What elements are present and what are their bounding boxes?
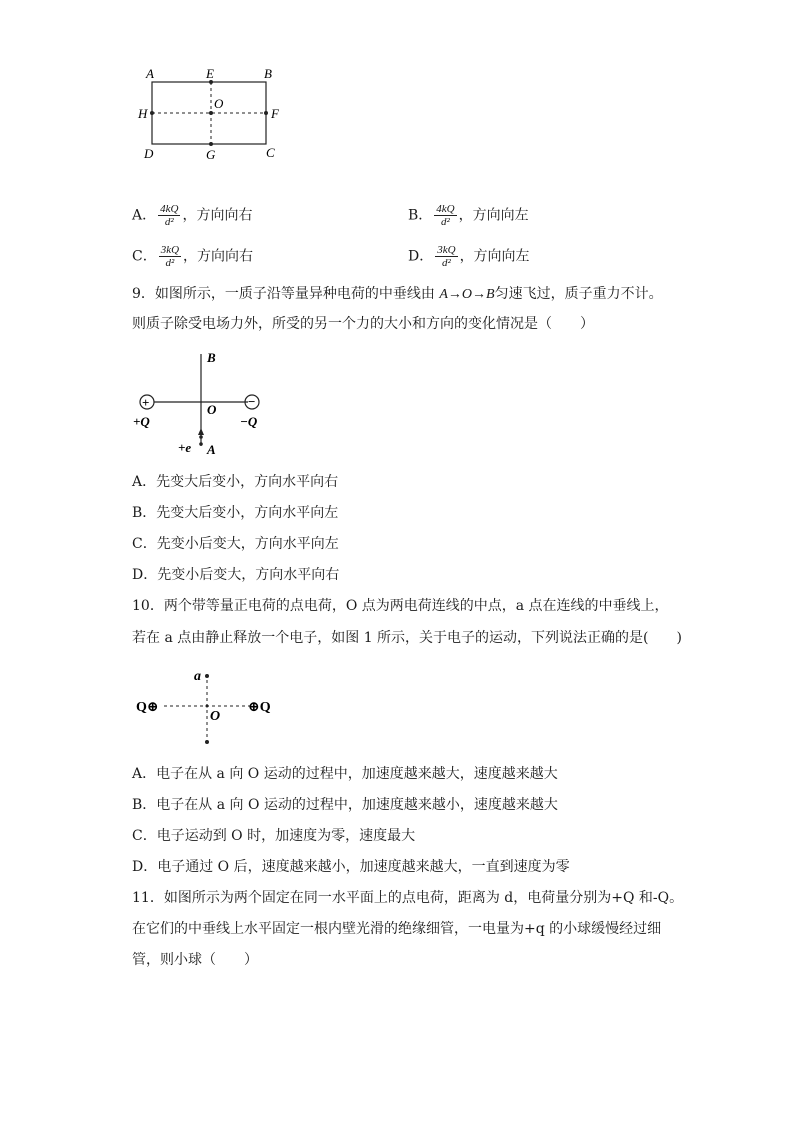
label-E: E <box>206 66 214 81</box>
q10-stem-line1: 10．两个带等量正电荷的点电荷，O 点为两电荷连线的中点，a 点在连线的中垂线上， <box>132 598 669 614</box>
label-O: O <box>214 96 224 111</box>
label-neg-Q: −Q <box>240 414 258 429</box>
label-O: O <box>210 709 221 724</box>
q11-stem-line1: 11．如图所示为两个固定在同一水平面上的点电荷，距离为 d，电荷量分别为+Q 和-Q。 <box>132 890 684 906</box>
q8-option-d[interactable]: D． $\frac{3kQ}{\text{d²}}$ ，方向向左 <box>408 244 530 269</box>
q9-option-b[interactable]: B．先变大后变小，方向水平向左 <box>132 505 339 521</box>
q9-stem-line2: 则质子除受电场力外，所受的另一个力的大小和方向的变化情况是（ ） <box>132 316 594 332</box>
q8-option-a[interactable]: A． $\frac{4kQ}{\text{d²}}$ ，方向向右 <box>132 203 253 228</box>
q11-stem-line3: 管，则小球（ ） <box>132 952 258 968</box>
q9-option-a[interactable]: A．先变大后变小，方向水平向右 <box>132 474 339 490</box>
label-B: B <box>264 66 272 81</box>
label-A: A <box>207 442 216 457</box>
label-C: C <box>266 145 275 160</box>
q10-stem-line2: 若在 a 点由静止释放一个电子，如图 1 所示，关于电子的运动，下列说法正确的是( ) <box>132 630 682 646</box>
label-pos-Q: +Q <box>133 414 150 429</box>
label-O: O <box>207 402 217 417</box>
q10-option-b[interactable]: B．电子在从 a 向 O 运动的过程中，加速度越来越小，速度越来越大 <box>132 797 558 813</box>
q10-option-a[interactable]: A．电子在从 a 向 O 运动的过程中，加速度越来越大，速度越来越大 <box>132 766 558 782</box>
label-right-Q: ⊕Q <box>248 700 271 715</box>
q8-option-c[interactable]: C． $\frac{3kQ}{\text{d²}}$ ，方向向右 <box>132 244 254 269</box>
label-D: D <box>144 146 154 161</box>
q10-option-d[interactable]: D．电子通过 O 后，速度越来越小，加速度越来越大，一直到速度为零 <box>132 859 570 875</box>
svg-text:−: − <box>248 394 256 409</box>
q10-charges-figure <box>134 664 284 748</box>
svg-text:+: + <box>142 395 150 410</box>
label-A: A <box>146 66 154 81</box>
label-F: F <box>271 106 279 121</box>
q9-option-c[interactable]: C．先变小后变大，方向水平向左 <box>132 536 339 552</box>
q9-option-d[interactable]: D．先变小后变大，方向水平向右 <box>132 567 340 583</box>
q8-option-b[interactable]: B． $\frac{4kQ}{\text{d²}}$ ，方向向左 <box>408 203 529 228</box>
label-a: a <box>194 669 201 684</box>
q9-stem-line1: 9．如图所示，一质子沿等量异种电荷的中垂线由 A→O→B匀速飞过，质子重力不计。 <box>132 286 663 302</box>
label-H: H <box>138 106 148 121</box>
q10-option-c[interactable]: C．电子运动到 O 时，加速度为零，速度最大 <box>132 828 416 844</box>
q8-rectangle-figure <box>130 62 300 168</box>
label-e: +e <box>178 440 192 455</box>
q11-stem-line2: 在它们的中垂线上水平固定一根内壁光滑的绝缘细管，一电量为+q 的小球缓慢经过细 <box>132 921 662 937</box>
label-G: G <box>206 147 216 162</box>
q9-dipole-figure <box>130 346 280 460</box>
label-left-Q: Q⊕ <box>136 700 159 715</box>
label-B: B <box>207 350 216 365</box>
